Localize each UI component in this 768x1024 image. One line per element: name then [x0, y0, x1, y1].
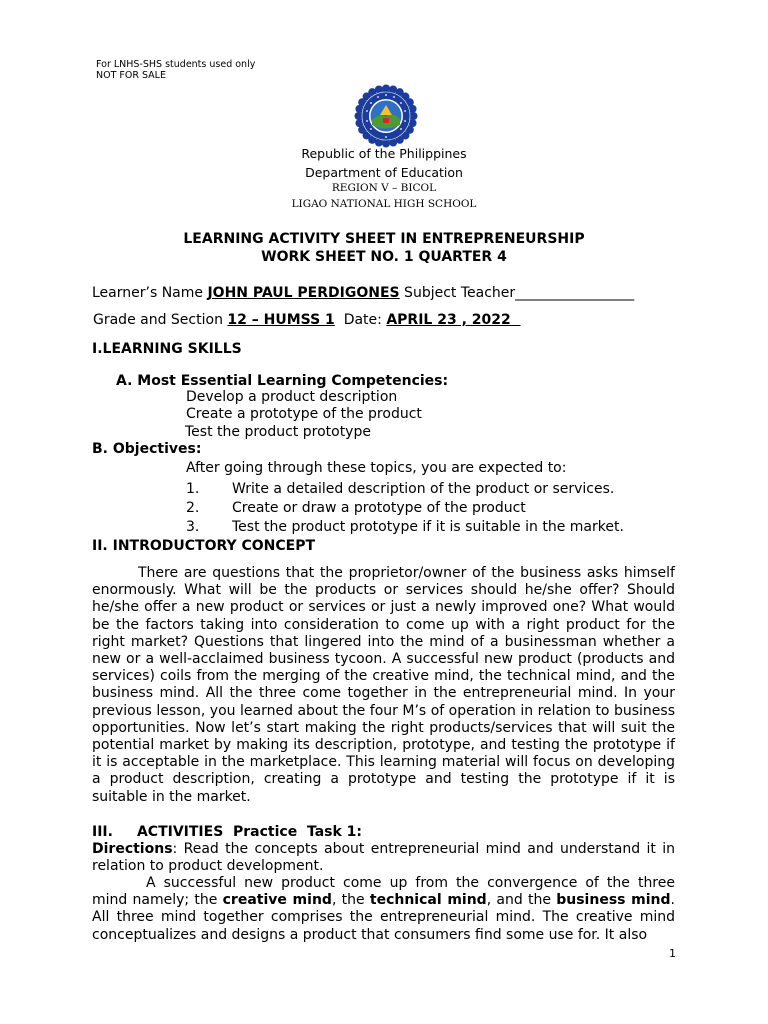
- introductory-concept-paragraph: There are questions that the proprietor/owner of the business asks himself enormously. What will be the products or services should he/she offer? Should he/she offer a new product or services or just a newly improved one? What would be the factors taking into consideration to come up with a right product for the right market? Questions that lingered into the mind of a businessman whether a new or a well-acclaimed business tycoon. A successful new product (products and services) coils from the merging of the creative mind, the technical mind, and the business mind. All the three come together in the entrepreneurial mind. In your previous lesson, you learned about the four M’s of operation in relation to business opportunities. Now let’s start making the right products/services that will suit the potential market by making its description, prototype, and testing the prototype if it is acceptable in the marketplace. This learning material will focus on developing a product description, creating a prototype and testing the prototype if it is suitable in the market.: [92, 565, 675, 805]
- objective-number: 1.: [186, 481, 200, 497]
- grade-section-row: [93, 312, 520, 328]
- directions-text: : Read the concepts about entrepreneurial mind and understand it in relation to product development.: [92, 841, 675, 875]
- department-heading: Department of Education: [305, 165, 463, 180]
- activities-heading-number: III.: [92, 824, 113, 840]
- melc-item: Develop a product description: [186, 389, 398, 405]
- learner-name-value: JOHN PAUL PERDIGONES: [207, 285, 400, 301]
- notice-line-1: For LNHS-SHS students used only: [96, 59, 256, 70]
- melc-item: Create a prototype of the product: [186, 406, 422, 422]
- activities-heading-text: ACTIVITIES Practice Task 1:: [136, 824, 363, 840]
- grade-section-label: Grade and Section: [93, 312, 228, 328]
- melc-heading: A. Most Essential Learning Competencies:: [116, 373, 449, 389]
- notice-line-2: NOT FOR SALE: [96, 70, 166, 81]
- learning-skills-heading: I.LEARNING SKILLS: [92, 341, 242, 357]
- directions-label: Directions: [92, 841, 173, 857]
- entrepreneurial-mind-paragraph: [92, 875, 675, 944]
- school-heading: LIGAO NATIONAL HIGH SCHOOL: [291, 198, 477, 210]
- objective-text: Test the product prototype if it is suitable in the market.: [232, 519, 624, 535]
- paragraph-text: , and the: [486, 892, 557, 909]
- objectives-heading: B. Objectives:: [92, 441, 202, 457]
- republic-heading: Republic of the Philippines: [301, 146, 467, 161]
- directions-paragraph: [92, 841, 675, 875]
- objective-number: 3.: [186, 519, 200, 535]
- deped-seal-logo: [354, 84, 418, 148]
- creative-mind-term: creative mind: [222, 892, 332, 909]
- objective-text: Write a detailed description of the product or services.: [232, 481, 615, 497]
- learner-name-row: [92, 285, 634, 301]
- paragraph-text: . All three mind together comprises the entrepreneurial mind. The creative mind conceptualizes and designs a product that consumers find some use for. It also: [92, 892, 675, 943]
- objectives-intro: After going through these topics, you are expected to:: [186, 460, 567, 476]
- technical-mind-term: technical mind: [369, 892, 487, 909]
- region-heading: REGION V – BICOL: [331, 182, 437, 194]
- activities-heading: [92, 824, 362, 840]
- melc-item: Test the product prototype: [185, 424, 371, 440]
- grade-section-value: 12 – HUMSS 1: [227, 312, 335, 328]
- introductory-concept-heading: II. INTRODUCTORY CONCEPT: [92, 538, 316, 554]
- document-title-line-1: LEARNING ACTIVITY SHEET IN ENTREPRENEURSHIP: [183, 231, 585, 247]
- paragraph-text: A successful new product come up from the convergence of the three mind namely; the: [92, 875, 675, 909]
- subject-teacher-blank: _________________: [515, 285, 635, 301]
- date-label: Date:: [334, 312, 387, 328]
- usage-notice: [96, 59, 255, 81]
- objective-number: 2.: [186, 500, 200, 516]
- page-number: 1: [669, 947, 676, 960]
- objective-text: Create or draw a prototype of the product: [232, 500, 526, 516]
- document-title-line-2: WORK SHEET NO. 1 QUARTER 4: [261, 249, 507, 265]
- date-value: APRIL 23 , 2022: [386, 312, 521, 328]
- subject-teacher-label: Subject Teacher: [399, 285, 516, 301]
- paragraph-text: , the: [331, 892, 370, 909]
- business-mind-term: business mind: [556, 892, 671, 909]
- learner-name-label: Learner’s Name: [92, 285, 208, 301]
